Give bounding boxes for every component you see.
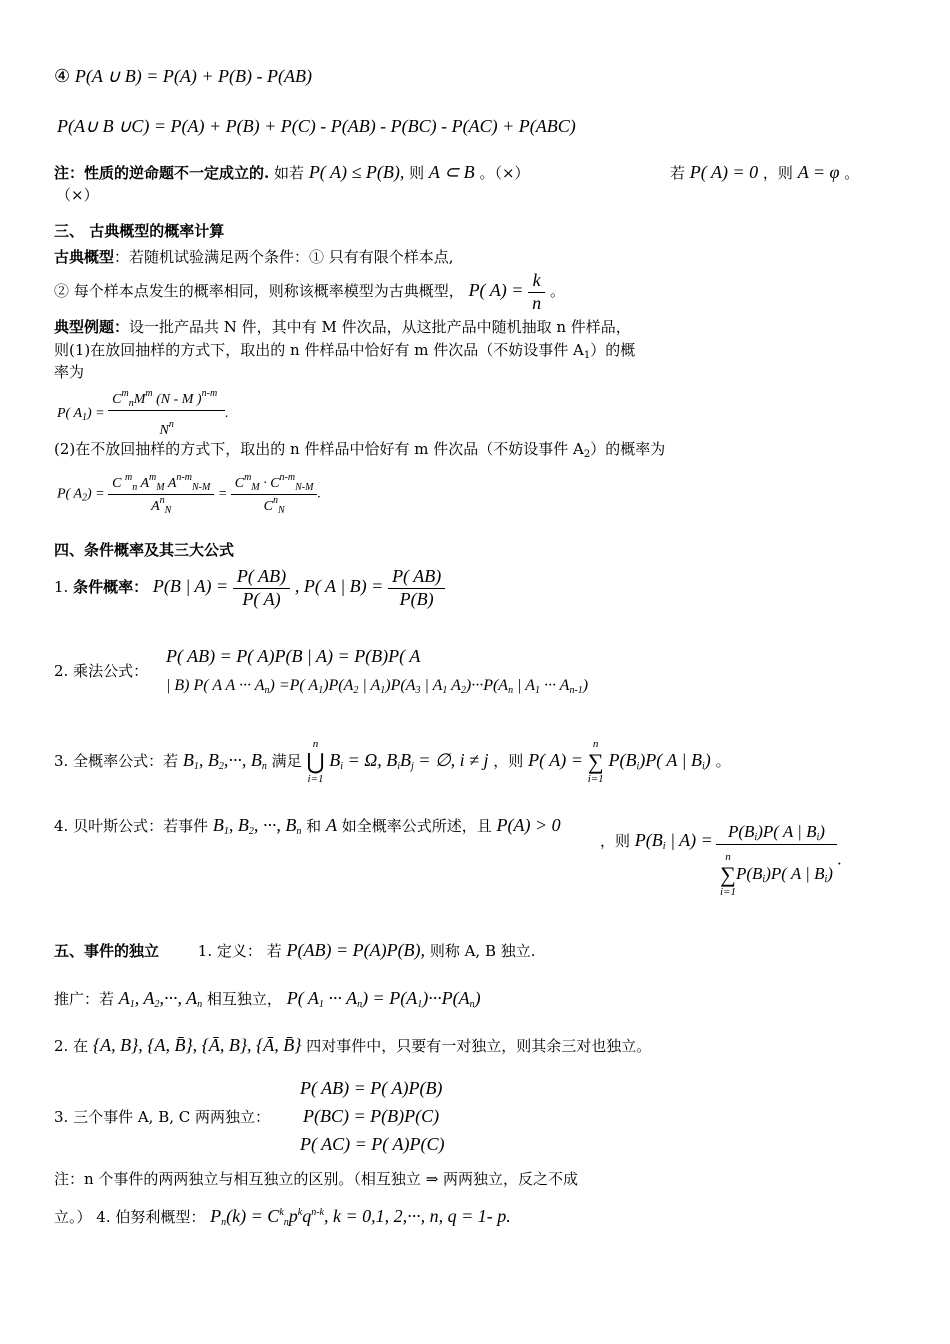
sub: 1 bbox=[318, 685, 324, 696]
sub: n bbox=[296, 826, 302, 837]
item-label: 条件概率： bbox=[73, 578, 149, 597]
sub: n bbox=[261, 761, 267, 773]
sub: j bbox=[411, 761, 414, 773]
sub: i bbox=[702, 761, 705, 773]
sub: i bbox=[824, 874, 828, 886]
text: 则称 A, B 独立. bbox=[429, 942, 536, 960]
b: ,···, B bbox=[223, 750, 262, 771]
sup: n bbox=[168, 419, 174, 430]
sub: 2 bbox=[154, 999, 160, 1010]
sub: N bbox=[164, 505, 172, 516]
text: ，则 bbox=[600, 832, 631, 850]
note-text: 如若 bbox=[274, 164, 305, 182]
pairwise-f3: P( AC) = P( A)P(C) bbox=[300, 1134, 445, 1154]
frac-num: k bbox=[528, 270, 545, 293]
mf: ··· A bbox=[539, 677, 570, 694]
union-bot: i=1 bbox=[307, 773, 324, 786]
cond: P(A) > 0 bbox=[496, 815, 561, 835]
bernoulli-line bbox=[54, 1206, 511, 1229]
c: = ∅, i ≠ j bbox=[413, 750, 489, 771]
cond-sep: , P( A | B) = bbox=[294, 576, 384, 597]
b: , B bbox=[228, 815, 249, 835]
a: ,···, A bbox=[159, 988, 198, 1008]
sub: 2 bbox=[218, 761, 224, 773]
f: ) = P(A bbox=[362, 988, 418, 1008]
sub: N-M bbox=[191, 482, 211, 493]
label: 3. 全概率公式：若 bbox=[54, 752, 179, 771]
c: = Ω, B bbox=[343, 750, 398, 771]
mf: | A bbox=[420, 677, 443, 694]
bayes-num bbox=[716, 822, 837, 845]
big-union bbox=[306, 738, 324, 786]
example-text: 设一批产品共 N 件，其中有 M 件次品，从这批产品中随机抽取 n 件样品， bbox=[129, 318, 631, 336]
frac-den: P(B) bbox=[399, 588, 434, 609]
bayes-fraction bbox=[716, 822, 842, 899]
bayes-line bbox=[54, 815, 561, 838]
sub: n bbox=[264, 685, 270, 696]
f: (k) = C bbox=[226, 1206, 280, 1226]
n: )P( A | B bbox=[757, 822, 817, 841]
bayes-formula bbox=[600, 830, 713, 853]
text: 相互独立， bbox=[206, 990, 282, 1008]
d: ) bbox=[827, 864, 833, 884]
text: 若 bbox=[266, 942, 282, 960]
converse-note-2 bbox=[670, 162, 859, 184]
sup: m bbox=[145, 388, 153, 399]
text: 和 bbox=[306, 817, 322, 835]
c: B bbox=[329, 750, 341, 771]
a: A bbox=[140, 476, 150, 491]
b-sequence bbox=[213, 815, 302, 835]
text: 四对事件中，只要有一对独立，则其余三对也独立。 bbox=[306, 1037, 652, 1055]
bern-label: 4. 伯努利概型： bbox=[96, 1208, 206, 1226]
a: A bbox=[325, 815, 337, 835]
a: A bbox=[118, 988, 130, 1008]
note-math: A ⊂ B bbox=[428, 162, 475, 182]
note2: 立。） bbox=[54, 1208, 92, 1226]
r: ) bbox=[704, 750, 711, 771]
pa1-lhs: P( A bbox=[57, 406, 83, 422]
c: C bbox=[270, 476, 280, 491]
note-math: A = φ bbox=[797, 162, 840, 182]
union-top: n bbox=[312, 738, 319, 750]
sub: i bbox=[816, 832, 820, 843]
multiplication-label: 2. 乘法公式： bbox=[54, 662, 149, 680]
item-num: 1. bbox=[54, 578, 69, 597]
note-text: 。（×） bbox=[479, 164, 530, 182]
sub: 2 bbox=[82, 492, 88, 504]
f: p bbox=[288, 1206, 298, 1226]
pa2-num bbox=[108, 472, 214, 495]
union-formula-three: P(A∪ B ∪C) = P(A) + P(B) + P(C) - P(AB) - P(BC) - P(AC) + P(ABC) bbox=[57, 116, 576, 136]
sum-symbol: ∑ bbox=[720, 862, 736, 888]
multiplication-formula-1: P( AB) = P( A)P(B | A) = P(B)P( A bbox=[166, 646, 421, 666]
sup: n-m bbox=[201, 388, 218, 399]
union-symbol: ⋃ bbox=[306, 749, 325, 775]
pairwise-f2: P(BC) = P(B)P(C) bbox=[303, 1106, 440, 1126]
pa1-num bbox=[108, 388, 225, 411]
sub: M bbox=[156, 482, 165, 493]
section-4-heading: 四、条件概率及其三大公式 bbox=[54, 541, 235, 559]
r: P(B bbox=[608, 750, 637, 771]
m: M bbox=[133, 392, 146, 407]
mf: )···P(A bbox=[465, 677, 509, 694]
frac-den: P( A) bbox=[242, 588, 281, 609]
ext-formula bbox=[287, 988, 481, 1008]
independence-note: 注：n 个事件的两两独立与相互独立的区别。（相互独立 ⇒ 两两独立，反之不成 bbox=[54, 1170, 579, 1188]
frac-num: P( AB) bbox=[233, 566, 290, 589]
note-math: P( A) ≤ P(B), bbox=[308, 162, 405, 182]
label: 4. 贝叶斯公式：若事件 bbox=[54, 817, 209, 835]
cond-fraction-1 bbox=[233, 566, 290, 610]
sub: 1 bbox=[380, 685, 386, 696]
sum-symbol: ∑ bbox=[587, 749, 604, 775]
l: P(B bbox=[634, 830, 663, 850]
f: P bbox=[210, 1206, 222, 1226]
d: )P( A | B bbox=[765, 864, 825, 884]
example-line1 bbox=[54, 318, 631, 336]
equals: = bbox=[217, 486, 228, 502]
example-text: ）的概 bbox=[590, 341, 636, 359]
sup: m bbox=[124, 472, 133, 483]
sub: M bbox=[251, 482, 260, 493]
f: ) bbox=[474, 988, 481, 1008]
property-4-line bbox=[54, 66, 312, 88]
sup: n-k bbox=[311, 1207, 324, 1218]
converse-note bbox=[54, 162, 530, 184]
four-pairs-line bbox=[54, 1035, 651, 1057]
bayes-den bbox=[716, 845, 837, 899]
a-sequence bbox=[119, 988, 202, 1008]
sub: n bbox=[132, 482, 138, 493]
sub: 1 bbox=[417, 999, 423, 1010]
pa2-fraction-2 bbox=[231, 472, 318, 517]
b-sequence bbox=[182, 750, 267, 773]
pairwise-label: 3. 三个事件 A, B, C 两两独立： bbox=[54, 1108, 271, 1126]
mf: ··· A bbox=[239, 677, 265, 694]
mf: | B) P( A A bbox=[166, 677, 235, 694]
lhs: P( A) = bbox=[528, 750, 583, 771]
def-label: 1. 定义： bbox=[197, 942, 262, 960]
sup: m bbox=[121, 388, 129, 399]
sub: i bbox=[754, 832, 758, 843]
sub: n-1 bbox=[569, 685, 583, 696]
def-formula: P(AB) = P(A)P(B), bbox=[286, 940, 426, 960]
n: N bbox=[159, 423, 169, 438]
note-math: P( A) = 0 bbox=[689, 162, 759, 182]
b: B bbox=[182, 750, 194, 771]
pa2-num bbox=[231, 472, 318, 495]
example-line2 bbox=[54, 341, 635, 362]
sup: k bbox=[297, 1207, 303, 1218]
pairs: {A, B}, {A, B̄}, {Ā, B}, {Ā, B̄} bbox=[92, 1035, 302, 1055]
pa1-lhs: ) = bbox=[87, 406, 105, 422]
def-formula: P( A) = bbox=[468, 280, 524, 301]
note-text: 若 bbox=[670, 164, 686, 182]
f: , k = 0,1, 2,···, n, q = 1- p. bbox=[324, 1206, 511, 1226]
example-text: 则(1)在放回抽样的方式下，取出的 n 件样品中恰好有 m 件次品（不妨设事件 A bbox=[54, 341, 584, 359]
label: 2. 在 bbox=[54, 1037, 89, 1055]
def-text: ② 每个样本点发生的概率相同，则称该概率模型为古典概型， bbox=[54, 282, 464, 301]
property-4-line-3 bbox=[57, 116, 576, 138]
b: , ···, B bbox=[253, 815, 297, 835]
text: 如全概率公式所述，且 bbox=[341, 817, 492, 835]
example-bold: 典型例题： bbox=[54, 318, 130, 336]
conditional-prob-line bbox=[54, 566, 445, 610]
pa2-end: . bbox=[317, 486, 321, 502]
sub: n bbox=[221, 1217, 227, 1228]
pa1-den bbox=[108, 411, 225, 440]
sub: 1 bbox=[193, 761, 199, 773]
pa1-fraction bbox=[108, 388, 225, 440]
classical-def-line2 bbox=[54, 270, 565, 314]
sup: k bbox=[279, 1207, 284, 1218]
sup: m bbox=[149, 472, 157, 483]
big-sum bbox=[588, 738, 604, 786]
sub: N bbox=[277, 505, 285, 516]
n: P(B bbox=[727, 822, 755, 841]
f: q bbox=[302, 1206, 312, 1226]
rhs bbox=[608, 750, 711, 773]
note-cross: （×） bbox=[56, 186, 99, 204]
sub: i bbox=[762, 874, 766, 886]
cond-fraction-2 bbox=[388, 566, 445, 610]
sub: n bbox=[128, 398, 134, 409]
sup: n bbox=[159, 495, 165, 506]
end: . bbox=[836, 850, 842, 869]
sup: n-m bbox=[279, 472, 296, 483]
f: )···P(A bbox=[422, 988, 470, 1008]
mf: ) =P( A bbox=[269, 677, 319, 694]
b: B bbox=[212, 815, 224, 835]
pairwise-f1: P( AB) = P( A)P(B) bbox=[300, 1078, 443, 1098]
text: ，则 bbox=[493, 752, 524, 771]
pa2-den bbox=[108, 495, 214, 517]
note-text: 。 bbox=[844, 164, 860, 182]
a: A bbox=[167, 476, 177, 491]
example-text: ）的概率为 bbox=[590, 440, 666, 458]
sub: n bbox=[197, 999, 203, 1010]
a: A bbox=[151, 499, 160, 514]
sub: 1 bbox=[129, 999, 135, 1010]
tail: (N - M ) bbox=[156, 392, 202, 407]
r: )P( A | B bbox=[639, 750, 702, 771]
total-prob-line bbox=[54, 738, 731, 786]
dot: · bbox=[263, 476, 267, 491]
def-end: 。 bbox=[549, 282, 565, 301]
b: , B bbox=[198, 750, 219, 771]
f: P( A bbox=[286, 988, 319, 1008]
sub: 1 bbox=[442, 685, 448, 696]
pa2-fraction-1 bbox=[108, 472, 214, 517]
sub: 3 bbox=[415, 685, 421, 696]
cond-lhs: P(B | A) = bbox=[152, 576, 229, 597]
sup: m bbox=[244, 472, 252, 483]
mf: | A bbox=[513, 677, 535, 694]
sum-bot: i=1 bbox=[587, 773, 604, 786]
pa1-formula bbox=[57, 388, 229, 440]
sup: n bbox=[272, 495, 278, 506]
c: C bbox=[112, 392, 122, 407]
pa2-lhs: P( A bbox=[57, 486, 83, 502]
sub: i bbox=[636, 761, 640, 773]
text: 满足 bbox=[271, 752, 302, 771]
classical-def-line1 bbox=[54, 248, 454, 266]
section-5-heading: 五、事件的独立 bbox=[54, 942, 160, 960]
sub: N-M bbox=[295, 482, 314, 493]
frac-den: n bbox=[532, 292, 542, 313]
sub: 1 bbox=[223, 826, 229, 837]
sub: i bbox=[397, 761, 401, 773]
note-text: ，则 bbox=[762, 164, 793, 182]
sup: n-m bbox=[176, 472, 192, 483]
note-bold: 注：性质的逆命题不一定成立的. bbox=[54, 164, 270, 182]
sub: n bbox=[357, 999, 363, 1010]
end: 。 bbox=[715, 752, 731, 771]
sum-top: n bbox=[725, 851, 731, 863]
circled-4-marker: ④ bbox=[54, 66, 71, 86]
sub: 1 bbox=[583, 350, 591, 361]
sub: n bbox=[283, 1217, 289, 1228]
sub: 1 bbox=[534, 685, 540, 696]
d: P(B bbox=[735, 864, 763, 884]
pa2-den bbox=[231, 495, 318, 517]
n: ) bbox=[819, 822, 825, 841]
sum-top: n bbox=[592, 738, 599, 750]
den-sum bbox=[720, 851, 736, 899]
sub: i bbox=[662, 841, 666, 852]
frac-num: P( AB) bbox=[388, 566, 445, 589]
sub: 2 bbox=[583, 449, 591, 460]
def-text: ：若随机试验满足两个条件：① 只有有限个样本点, bbox=[114, 248, 454, 266]
partition-condition bbox=[329, 750, 489, 773]
mf: ) bbox=[582, 677, 589, 694]
section-3-heading: 三、 古典概型的概率计算 bbox=[54, 222, 225, 240]
mf: )P(A bbox=[323, 677, 354, 694]
sub: i bbox=[340, 761, 344, 773]
note-text: 则 bbox=[409, 164, 425, 182]
mf: | A bbox=[358, 677, 381, 694]
sub: 2 bbox=[353, 685, 359, 696]
sub: n bbox=[508, 685, 514, 696]
lhs bbox=[635, 830, 713, 850]
example-line4 bbox=[54, 440, 665, 461]
bern-formula bbox=[210, 1206, 511, 1226]
independence-ext-line bbox=[54, 988, 481, 1011]
sum-bot: i=1 bbox=[720, 886, 736, 899]
k-over-n-fraction bbox=[528, 270, 545, 314]
sub: 2 bbox=[460, 685, 466, 696]
c: B bbox=[400, 750, 412, 771]
sub: n bbox=[469, 999, 475, 1010]
c: C bbox=[263, 499, 273, 514]
bayes-frac bbox=[716, 822, 837, 899]
pa1-end: . bbox=[225, 406, 229, 422]
f: ··· A bbox=[323, 988, 358, 1008]
example-text: (2)在不放回抽样的方式下，取出的 n 件样品中恰好有 m 件次品（不妨设事件 A bbox=[54, 440, 584, 458]
pa2-lhs: ) = bbox=[87, 486, 105, 502]
independence-def-line bbox=[54, 940, 536, 962]
sub: 2 bbox=[248, 826, 254, 837]
def-bold: 古典概型 bbox=[54, 248, 115, 266]
c: C bbox=[234, 476, 245, 491]
example-line3: 率为 bbox=[54, 363, 85, 381]
union-formula: P(A ∪ B) = P(A) + P(B) - P(AB) bbox=[74, 66, 312, 86]
sub: 1 bbox=[318, 999, 324, 1010]
l: | A) = bbox=[665, 830, 713, 850]
c: C bbox=[112, 476, 125, 491]
a: , A bbox=[134, 988, 155, 1008]
mf: A bbox=[447, 677, 461, 694]
label: 推广：若 bbox=[54, 990, 115, 1008]
multiplication-formula-2 bbox=[166, 676, 588, 697]
sub: 1 bbox=[82, 412, 88, 424]
pa2-formula bbox=[57, 472, 321, 517]
mf: )P(A bbox=[385, 677, 416, 694]
